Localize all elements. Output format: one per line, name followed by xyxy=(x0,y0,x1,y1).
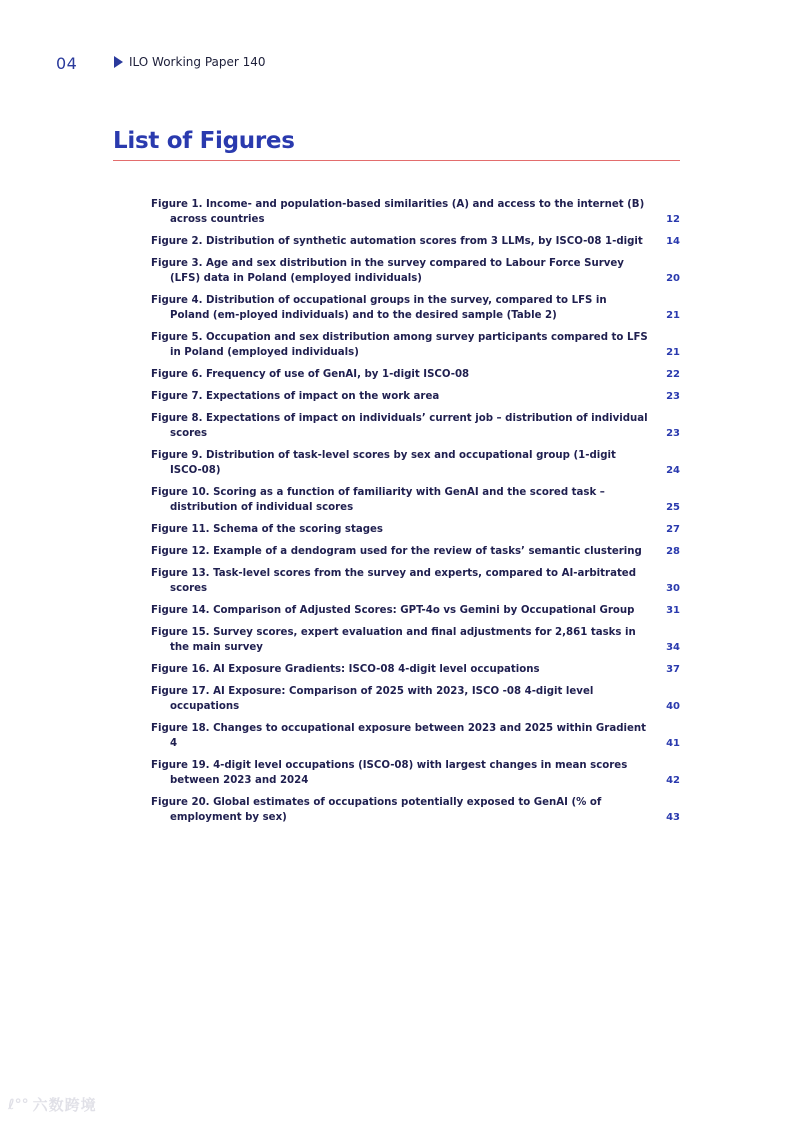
figure-entry-label: Figure 4. Distribution of occupational groups in the survey, compared to LFS in Poland (em-ployed individuals) and to the desired sample (Table 2) xyxy=(151,295,607,321)
figure-entry-page: 14 xyxy=(666,236,680,247)
figure-list-item[interactable] xyxy=(151,603,680,618)
watermark-text: 六数跨境 xyxy=(32,1096,97,1114)
figure-list-item[interactable] xyxy=(151,662,680,677)
figure-list-item[interactable] xyxy=(151,721,680,751)
figure-entry-label: Figure 1. Income- and population-based similarities (A) and access to the internet (B) across countries xyxy=(151,199,645,225)
figure-list-item[interactable] xyxy=(151,684,680,714)
figure-entry-page: 28 xyxy=(666,546,680,557)
figure-list-item[interactable] xyxy=(151,367,680,382)
figure-entry-label: Figure 9. Distribution of task-level scores by sex and occupational group (1-digit ISCO-08) xyxy=(151,450,616,476)
figure-entry-page: 43 xyxy=(666,812,680,823)
figure-list xyxy=(151,197,680,832)
figure-entry-page: 23 xyxy=(666,391,680,402)
figure-entry-page: 21 xyxy=(666,347,680,358)
figure-entry-page: 30 xyxy=(666,583,680,594)
figure-entry-page: 23 xyxy=(666,428,680,439)
page-title: List of Figures xyxy=(113,128,295,154)
figure-entry-label: Figure 20. Global estimates of occupations potentially exposed to GenAI (% of employment by sex) xyxy=(151,797,602,823)
figure-entry-label: Figure 5. Occupation and sex distribution among survey participants compared to LFS in Poland (employed individuals) xyxy=(151,332,648,358)
figure-entry-page: 41 xyxy=(666,738,680,749)
watermark xyxy=(8,1094,97,1115)
figure-entry-label: Figure 10. Scoring as a function of familiarity with GenAI and the scored task – distribution of individual scores xyxy=(151,487,605,513)
figure-entry-page: 25 xyxy=(666,502,680,513)
figure-entry-label: Figure 18. Changes to occupational exposure between 2023 and 2025 within Gradient 4 xyxy=(151,723,647,749)
figure-entry-page: 22 xyxy=(666,369,680,380)
figure-list-item[interactable] xyxy=(151,448,680,478)
figure-entry-label: Figure 2. Distribution of synthetic automation scores from 3 LLMs, by ISCO-08 1-digit xyxy=(151,236,643,247)
figure-list-item[interactable] xyxy=(151,625,680,655)
figure-entry-label: Figure 12. Example of a dendogram used for the review of tasks’ semantic clustering xyxy=(151,546,642,557)
figure-entry-label: Figure 8. Expectations of impact on individuals’ current job – distribution of individual scores xyxy=(151,413,648,439)
figure-entry-label: Figure 11. Schema of the scoring stages xyxy=(151,524,383,535)
series-title: ILO Working Paper 140 xyxy=(129,55,266,69)
figure-entry-label: Figure 19. 4-digit level occupations (ISCO-08) with largest changes in mean scores between 2023 and 2024 xyxy=(151,760,628,786)
figure-entry-label: Figure 17. AI Exposure: Comparison of 2025 with 2023, ISCO -08 4-digit level occupations xyxy=(151,686,594,712)
play-arrow-icon xyxy=(114,56,123,68)
figure-entry-page: 40 xyxy=(666,701,680,712)
figure-entry-page: 21 xyxy=(666,310,680,321)
figure-entry-page: 34 xyxy=(666,642,680,653)
figure-entry-label: Figure 6. Frequency of use of GenAI, by 1-digit ISCO-08 xyxy=(151,369,470,380)
figure-entry-label: Figure 7. Expectations of impact on the work area xyxy=(151,391,440,402)
figure-entry-page: 20 xyxy=(666,273,680,284)
figure-list-item[interactable] xyxy=(151,544,680,559)
watermark-logo-icon: ℓ°° xyxy=(8,1096,29,1113)
figure-entry-page: 31 xyxy=(666,605,680,616)
figure-entry-label: Figure 3. Age and sex distribution in the survey compared to Labour Force Survey (LFS) data in Poland (employed individuals) xyxy=(151,258,624,284)
figure-entry-page: 42 xyxy=(666,775,680,786)
figure-list-item[interactable] xyxy=(151,411,680,441)
figure-entry-label: Figure 14. Comparison of Adjusted Scores: GPT-4o vs Gemini by Occupational Group xyxy=(151,605,635,616)
figure-list-item[interactable] xyxy=(151,330,680,360)
figure-list-item[interactable] xyxy=(151,293,680,323)
figure-list-item[interactable] xyxy=(151,197,680,227)
running-header xyxy=(114,55,266,69)
figure-entry-label: Figure 15. Survey scores, expert evaluation and final adjustments for 2,861 tasks in the main survey xyxy=(151,627,636,653)
figure-entry-page: 24 xyxy=(666,465,680,476)
figure-entry-label: Figure 16. AI Exposure Gradients: ISCO-08 4-digit level occupations xyxy=(151,664,540,675)
figure-list-item[interactable] xyxy=(151,234,680,249)
figure-list-item[interactable] xyxy=(151,795,680,825)
figure-entry-page: 12 xyxy=(666,214,680,225)
figure-list-item[interactable] xyxy=(151,389,680,404)
figure-list-item[interactable] xyxy=(151,522,680,537)
figure-list-item[interactable] xyxy=(151,758,680,788)
figure-entry-page: 37 xyxy=(666,664,680,675)
figure-list-item[interactable] xyxy=(151,485,680,515)
title-divider xyxy=(113,160,680,161)
figure-list-item[interactable] xyxy=(151,256,680,286)
figure-entry-page: 27 xyxy=(666,524,680,535)
figure-list-item[interactable] xyxy=(151,566,680,596)
figure-entry-label: Figure 13. Task-level scores from the survey and experts, compared to AI-arbitrated scores xyxy=(151,568,637,594)
page-number: 04 xyxy=(56,54,78,73)
